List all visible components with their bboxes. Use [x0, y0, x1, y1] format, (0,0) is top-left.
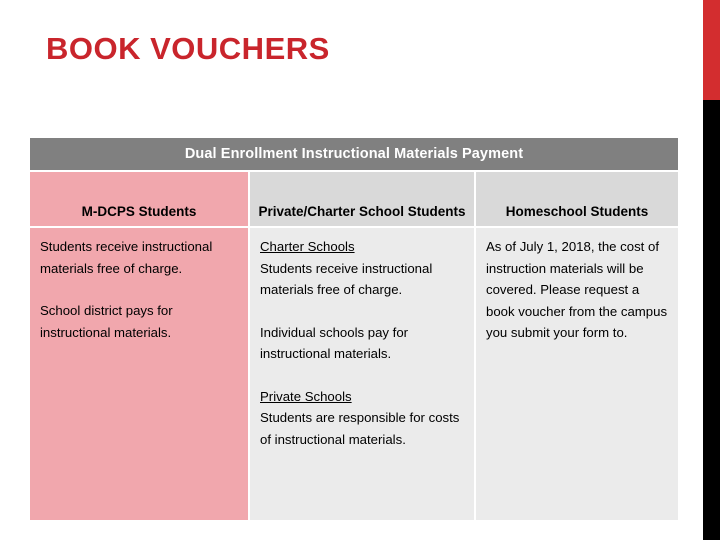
paragraph-text: Students receive instructional materials free of charge. [260, 260, 433, 297]
page-title: BOOK VOUCHERS [46, 31, 330, 66]
table-banner-title: Dual Enrollment Instructional Materials Payment [30, 138, 678, 170]
paragraph-subheading: Charter Schools [260, 239, 355, 254]
table-cell-mdcps [30, 228, 248, 520]
paragraph-text: Individual schools pay for instructional materials. [260, 324, 409, 361]
right-edge-black-bar [703, 100, 720, 540]
table-column-private-charter [250, 172, 474, 520]
cell-paragraph [486, 236, 668, 344]
cell-paragraph [260, 236, 464, 301]
cell-paragraph [260, 386, 464, 451]
column-header-homeschool: Homeschool Students [476, 172, 678, 226]
table-columns [30, 172, 678, 520]
table-column-homeschool [476, 172, 678, 520]
paragraph-subheading: Private Schools [260, 388, 352, 404]
table-cell-private-charter [250, 228, 474, 520]
column-header-private-charter: Private/Charter School Students [250, 172, 474, 226]
table-cell-homeschool [476, 228, 678, 520]
cell-paragraph [40, 236, 238, 279]
column-header-mdcps: M-DCPS Students [30, 172, 248, 226]
dual-enrollment-materials-table [30, 138, 678, 520]
table-column-mdcps [30, 172, 248, 520]
cell-paragraph [260, 322, 464, 365]
paragraph-text: Students receive instructional materials free of charge. [40, 239, 213, 276]
cell-paragraph [40, 300, 238, 343]
paragraph-text: Students are responsible for costs of instructional materials. [260, 410, 460, 447]
right-edge-red-bar [703, 0, 720, 100]
paragraph-text: As of July 1, 2018, the cost of instruction materials will be covered. Please request a book voucher from the campus you submit your form to. [486, 239, 668, 340]
paragraph-text: School district pays for instructional materials. [40, 303, 173, 340]
